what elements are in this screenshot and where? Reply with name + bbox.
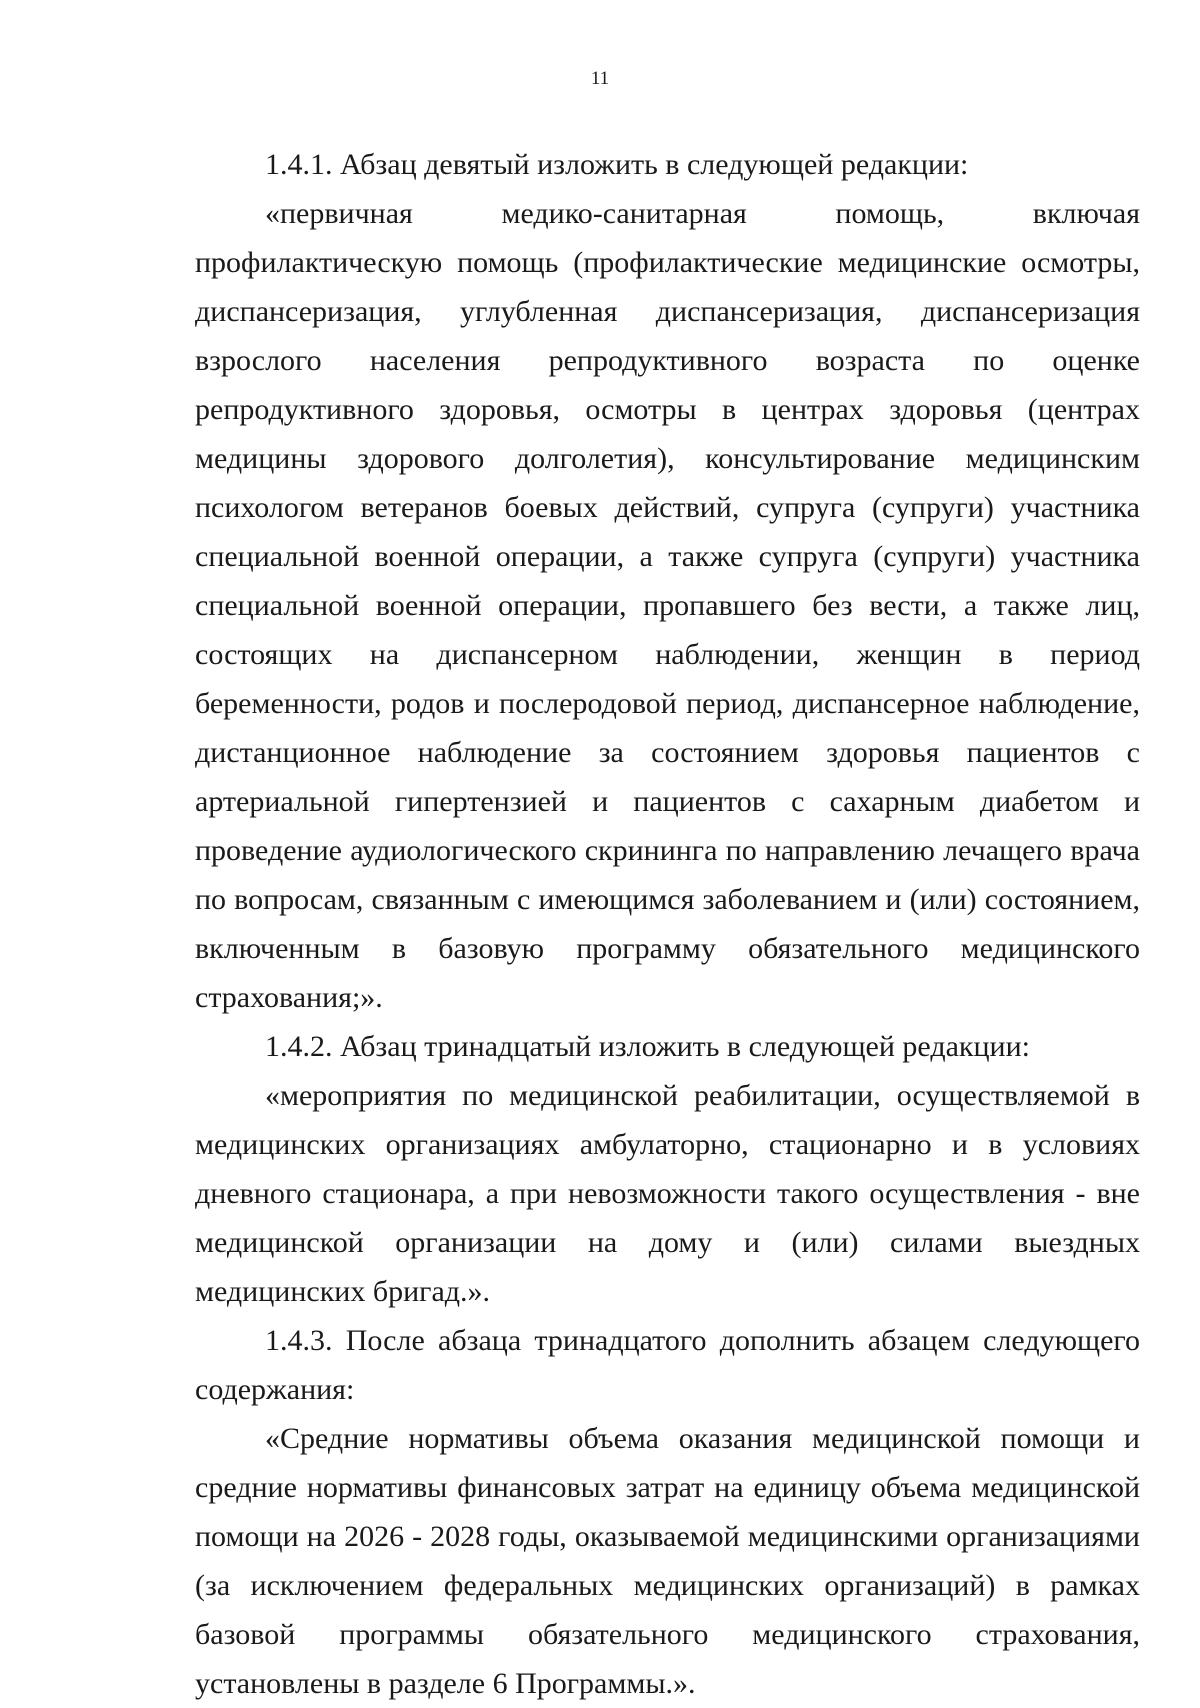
paragraph-rehabilitation-definition: «мероприятия по медицинской реабилитации, осуществляемой в медицинских организациях амбулаторно, стационарно и в условиях дневного стационара, а при невозможности такого осуществления - вне медицинской организации на дому и (или) силами выездных медицинских бригад.».	[195, 1079, 1140, 1308]
paragraph-primary-care-definition: «первичная медико-санитарная помощь, включая профилактическую помощь (профилактические медицинские осмотры, диспансеризация, углубленная диспансеризация, диспансеризация взрослого населения репродуктивного возраста по оценке репродуктивного здоровья, осмотры в центрах здоровья (центрах медицины здорового долголетия), консультирование медицинским психологом ветеранов боевых действий, супруга (супруги) участника специальной военной операции, а также супруга (супруги) участника специальной военной операции, пропавшего без вести, а также лиц, состоящих на диспансерном наблюдении, женщин в период беременности, родов и послеродовой период, диспансерное наблюдение, дистанционное наблюдение за состоянием здоровья пациентов с артериальной гипертензией и пациентов с сахарным диабетом и проведение аудиологического скрининга по направлению лечащего врача по вопросам, связанным с имеющимся заболеванием и (или) состоянием, включенным в базовую программу обязательного медицинского страхования;».	[195, 197, 1140, 1014]
paragraph-1-4-3-heading: 1.4.3. После абзаца тринадцатого дополнить абзацем следующего содержания:	[195, 1324, 1140, 1406]
page-number: 11	[590, 68, 610, 89]
paragraph-1-4-2-heading: 1.4.2. Абзац тринадцатый изложить в следующей редакции:	[265, 1030, 1030, 1063]
paragraph-average-norms: «Средние нормативы объема оказания медицинской помощи и средние нормативы финансовых затрат на единицу объема медицинской помощи на 2026 - 2028 годы, оказываемой медицинскими организациями (за исключением федеральных медицинских организаций) в рамках базовой программы обязательного медицинского страхования, установлены в разделе 6 Программы.».	[195, 1422, 1140, 1700]
paragraph-1-4-1-heading: 1.4.1. Абзац девятый изложить в следующей редакции:	[265, 148, 969, 181]
document-body	[195, 140, 1140, 1708]
